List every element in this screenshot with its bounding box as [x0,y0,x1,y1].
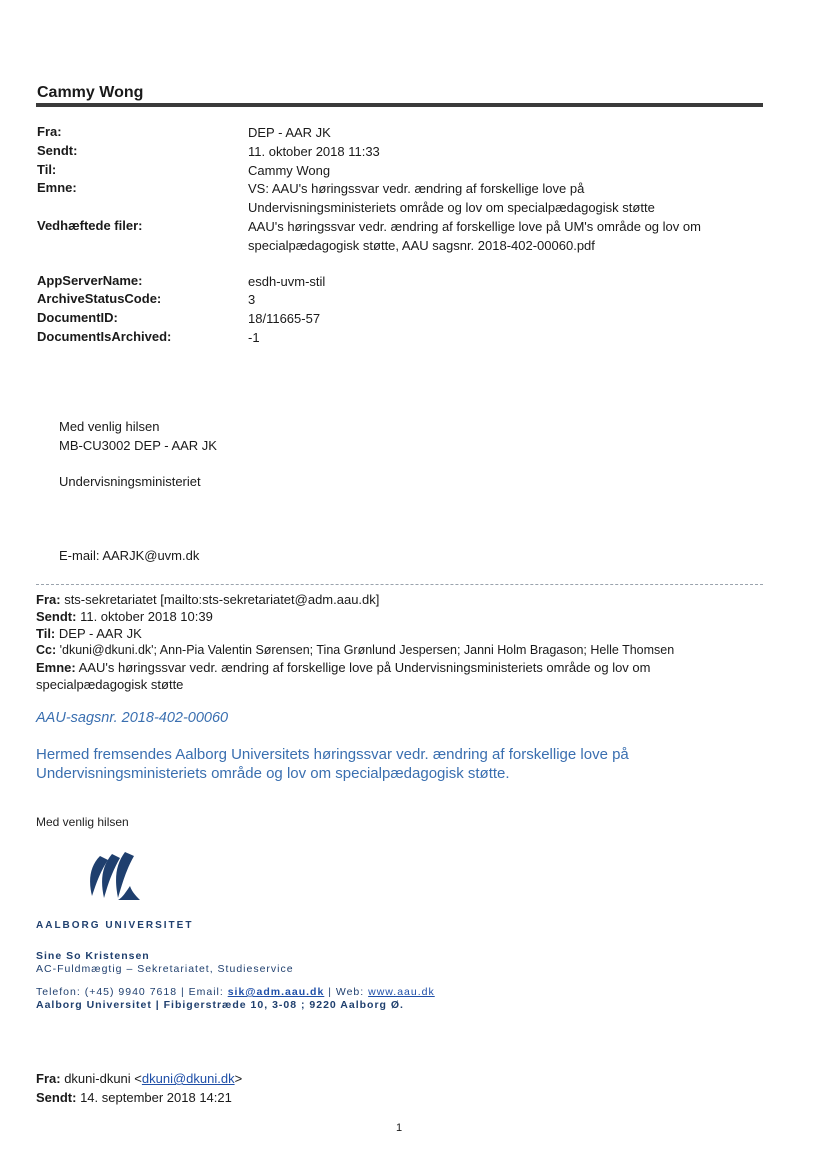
fw-subject-label: Emne: [36,660,76,675]
document-archived-label: DocumentIsArchived: [37,329,172,344]
sent-value: 11. oktober 2018 11:33 [248,144,380,159]
signature-email: E-mail: AARJK@uvm.dk [59,548,200,563]
to-value: Cammy Wong [248,163,331,178]
aau-web-link[interactable]: www.aau.dk [368,986,435,998]
attachment-line2[interactable]: specialpædagogisk støtte, AAU sagsnr. 2018-402-00060.pdf [248,238,595,253]
fw-sent-label: Sendt: [36,609,77,624]
aau-greeting: Med venlig hilsen [36,815,129,829]
older-from-label: Fra: [36,1071,61,1086]
fw-to [36,626,142,641]
aau-phone: Telefon: (+45) 9940 7618 | Email: [36,986,228,998]
from-label: Fra: [37,124,62,139]
aau-web-label: | Web: [324,986,369,998]
document-archived-value: -1 [248,330,260,345]
fw-cc [36,643,674,657]
older-from [36,1071,242,1086]
aau-logo-icon [82,848,142,904]
attachment-line1[interactable]: AAU's høringssvar vedr. ændring af forskellige love på UM's område og lov om [248,219,701,234]
aau-sig-name: Sine So Kristensen [36,950,150,962]
aau-sig-title: AC-Fuldmægtig – Sekretariatet, Studieservice [36,963,294,975]
sender-name: Cammy Wong [37,84,144,101]
fw-to-value: DEP - AAR JK [58,626,142,641]
fw-from [36,592,379,607]
older-from-prefix: dkuni-dkuni < [64,1071,142,1086]
fw-subject-line2: specialpædagogisk støtte [36,677,184,692]
appserver-label: AppServerName: [37,273,143,288]
forward-separator [36,584,763,585]
older-from-suffix: > [234,1071,243,1086]
archive-status-value: 3 [248,292,256,307]
signature-org: Undervisningsministeriet [59,474,201,489]
document-id-label: DocumentID: [37,310,118,325]
archive-status-label: ArchiveStatusCode: [37,291,162,306]
aau-sig-contact [36,986,435,998]
signature-unit: MB-CU3002 DEP - AAR JK [59,438,217,453]
subject-value-line2: Undervisningsministeriets område og lov om specialpædagogisk støtte [248,200,655,215]
fw-sent-value: 11. oktober 2018 10:39 [80,609,213,624]
fw-sent [36,609,213,624]
header-rule [36,103,763,107]
attachments-label: Vedhæftede filer: [37,218,143,233]
signature-greeting: Med venlig hilsen [59,419,160,434]
fw-cc-label: Cc: [36,643,57,657]
older-sent [36,1090,232,1105]
sent-label: Sendt: [37,143,78,158]
aau-address: Aalborg Universitet | Fibigerstræde 10, 3-08 ; 9220 Aalborg Ø. [36,999,404,1011]
fw-subject-line1: AAU's høringssvar vedr. ændring af forskellige love på Undervisningsministeriets område og lov om [78,660,651,675]
fw-from-label: Fra: [36,592,61,607]
subject-value-line1: VS: AAU's høringssvar vedr. ændring af forskellige love på [248,181,585,196]
older-from-email[interactable]: dkuni@dkuni.dk [141,1071,235,1086]
from-value: DEP - AAR JK [248,125,331,140]
to-label: Til: [37,162,57,177]
aau-email-link[interactable]: sik@adm.aau.dk [227,986,325,998]
fw-cc-value: 'dkuni@dkuni.dk'; Ann-Pia Valentin Sørensen; Tina Grønlund Jespersen; Janni Holm Bragason; Helle Thomsen [59,643,675,657]
fw-to-label: Til: [36,626,56,641]
fw-subject [36,660,650,675]
fw-from-value: sts-sekretariatet [mailto:sts-sekretariatet@adm.aau.dk] [64,592,380,607]
page-number: 1 [396,1122,403,1134]
case-number: AAU-sagsnr. 2018-402-00060 [36,710,229,726]
older-sent-label: Sendt: [36,1090,77,1105]
appserver-value: esdh-uvm-stil [248,274,326,289]
email-body: Hermed fremsendes Aalborg Universitets høringssvar vedr. ændring af forskellige love på Undervisningsministeriets område og lov om specialpædagogisk støtte. [36,746,629,782]
aau-logo-text: AALBORG UNIVERSITET [36,920,194,931]
subject-label: Emne: [37,180,77,195]
document-id-value: 18/11665-57 [248,311,321,326]
older-sent-value: 14. september 2018 14:21 [80,1090,232,1105]
